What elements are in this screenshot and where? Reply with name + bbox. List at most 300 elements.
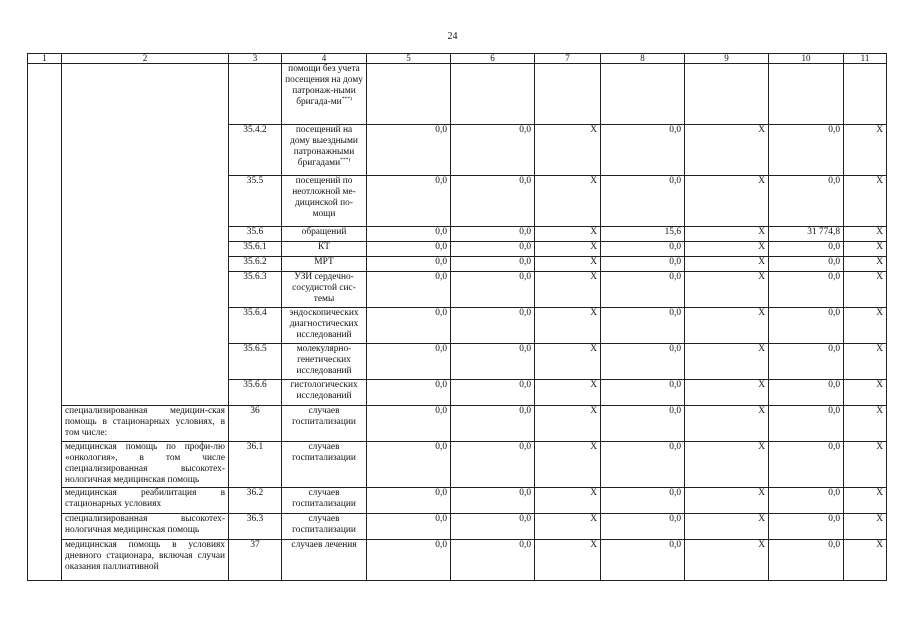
cell-text: случаев госпитализации	[292, 442, 356, 463]
row-index-cell	[28, 442, 62, 488]
row-name-cell	[62, 125, 229, 176]
column-header: 7	[535, 54, 601, 64]
x-mark-cell	[685, 125, 769, 176]
cell-text: 0,0	[435, 488, 447, 498]
data-table	[27, 53, 887, 581]
column-header: 6	[451, 54, 535, 64]
cell-text: 0,0	[669, 257, 681, 267]
x-mark-cell	[535, 540, 601, 581]
value-cell	[601, 308, 685, 344]
x-mark-cell	[535, 227, 601, 242]
x-mark-cell	[685, 257, 769, 272]
row-unit-cell	[282, 514, 367, 540]
footnote-mark: ***)	[341, 96, 352, 102]
cell-text: 0,0	[828, 125, 840, 135]
cell-text: помощи без учета посещения на дому патронаж-ными бригада-ми	[285, 64, 363, 107]
x-mark-cell	[535, 176, 601, 227]
row-name-cell	[62, 488, 229, 514]
cell-text: Х	[758, 242, 765, 252]
row-unit-cell	[282, 344, 367, 380]
row-name-cell	[62, 540, 229, 581]
value-cell	[769, 227, 844, 242]
x-mark-cell	[685, 344, 769, 380]
row-unit-cell	[282, 308, 367, 344]
value-cell	[367, 257, 451, 272]
x-mark-cell	[844, 488, 887, 514]
value-cell	[451, 308, 535, 344]
row-code-cell	[229, 227, 282, 242]
cell-text: 35.6.2	[243, 257, 267, 267]
cell-text: 0,0	[519, 540, 531, 550]
cell-text: Х	[758, 540, 765, 550]
cell-text: Х	[590, 488, 597, 498]
value-cell	[601, 344, 685, 380]
row-name-cell	[62, 64, 229, 125]
cell-text: 0,0	[669, 442, 681, 452]
value-cell	[451, 125, 535, 176]
cell-text: гистологических исследований	[290, 380, 358, 401]
row-code-cell	[229, 176, 282, 227]
cell-text: специализированная высокотех-нологичная медицинская помощь	[65, 514, 225, 535]
header-row	[28, 54, 887, 64]
value-cell	[451, 514, 535, 540]
value-cell	[769, 344, 844, 380]
row-unit-cell	[282, 64, 367, 125]
x-mark-cell	[535, 308, 601, 344]
cell-text: Х	[876, 125, 883, 135]
value-cell	[769, 272, 844, 308]
cell-text: случаев лечения	[291, 540, 357, 550]
row-index-cell	[28, 514, 62, 540]
cell-text: 0,0	[435, 242, 447, 252]
column-header: 2	[62, 54, 229, 64]
cell-text: МРТ	[314, 257, 334, 267]
x-mark-cell	[685, 64, 769, 125]
row-unit-cell	[282, 272, 367, 308]
value-cell	[601, 176, 685, 227]
row-unit-cell	[282, 380, 367, 406]
cell-text: 35.6.5	[243, 344, 267, 354]
cell-text: 31 774,8	[807, 227, 840, 237]
x-mark-cell	[535, 272, 601, 308]
value-cell	[367, 227, 451, 242]
cell-text: 0,0	[435, 176, 447, 186]
value-cell	[601, 257, 685, 272]
row-unit-cell	[282, 227, 367, 242]
x-mark-cell	[844, 176, 887, 227]
value-cell	[367, 272, 451, 308]
cell-text: медицинская помощь по профи-лю «онкология», в том числе специализированная высокотех-нологичная медицинская помощь	[65, 442, 225, 485]
value-cell	[601, 406, 685, 442]
cell-text: 0,0	[828, 308, 840, 318]
value-cell	[451, 272, 535, 308]
row-name-cell	[62, 242, 229, 257]
value-cell	[601, 64, 685, 125]
cell-text: 0,0	[519, 308, 531, 318]
cell-text: 0,0	[828, 540, 840, 550]
table-row	[28, 257, 887, 272]
row-index-cell	[28, 380, 62, 406]
cell-text: Х	[758, 227, 765, 237]
value-cell	[769, 176, 844, 227]
row-index-cell	[28, 308, 62, 344]
value-cell	[601, 380, 685, 406]
cell-text: 0,0	[828, 272, 840, 282]
cell-text: Х	[758, 272, 765, 282]
cell-text: 35.6	[246, 227, 264, 237]
value-cell	[769, 442, 844, 488]
row-code-cell	[229, 488, 282, 514]
cell-text: Х	[876, 272, 883, 282]
cell-text: 0,0	[435, 308, 447, 318]
x-mark-cell	[535, 406, 601, 442]
x-mark-cell	[844, 272, 887, 308]
row-index-cell	[28, 540, 62, 581]
x-mark-cell	[535, 257, 601, 272]
value-cell	[769, 308, 844, 344]
row-unit-cell	[282, 406, 367, 442]
cell-text: 35.6.4	[243, 308, 267, 318]
value-cell	[601, 488, 685, 514]
cell-text: 0,0	[669, 242, 681, 252]
footnote-mark: ***)	[340, 157, 351, 163]
cell-text: 0,0	[828, 344, 840, 354]
table-row	[28, 514, 887, 540]
cell-text: 0,0	[435, 344, 447, 354]
x-mark-cell	[685, 488, 769, 514]
cell-text: Х	[758, 308, 765, 318]
x-mark-cell	[844, 308, 887, 344]
cell-text: Х	[758, 406, 765, 416]
value-cell	[451, 442, 535, 488]
cell-text: Х	[590, 308, 597, 318]
row-unit-cell	[282, 125, 367, 176]
cell-text: медицинская реабилитация в стационарных условиях	[65, 488, 225, 509]
cell-text: Х	[590, 227, 597, 237]
table-row	[28, 540, 887, 581]
value-cell	[451, 242, 535, 257]
row-index-cell	[28, 272, 62, 308]
value-cell	[451, 488, 535, 514]
column-header: 10	[769, 54, 844, 64]
value-cell	[769, 125, 844, 176]
row-code-cell	[229, 514, 282, 540]
row-code-cell	[229, 272, 282, 308]
table-row	[28, 488, 887, 514]
cell-text: Х	[590, 406, 597, 416]
cell-text: эндоскопических диагностических исследований	[289, 308, 359, 340]
x-mark-cell	[844, 514, 887, 540]
cell-text: 0,0	[519, 380, 531, 390]
x-mark-cell	[685, 540, 769, 581]
value-cell	[367, 514, 451, 540]
cell-text: Х	[590, 344, 597, 354]
x-mark-cell	[535, 514, 601, 540]
row-unit-cell	[282, 442, 367, 488]
cell-text: 0,0	[435, 227, 447, 237]
value-cell	[769, 64, 844, 125]
cell-text: Х	[758, 442, 765, 452]
column-header: 9	[685, 54, 769, 64]
cell-text: Х	[876, 176, 883, 186]
cell-text: КТ	[318, 242, 330, 252]
column-header: 3	[229, 54, 282, 64]
row-unit-cell	[282, 242, 367, 257]
column-header: 1	[28, 54, 62, 64]
cell-text: 0,0	[828, 242, 840, 252]
value-cell	[451, 380, 535, 406]
cell-text: Х	[590, 540, 597, 550]
cell-text: 0,0	[669, 176, 681, 186]
cell-text: 0,0	[828, 380, 840, 390]
cell-text: 0,0	[669, 540, 681, 550]
table-row	[28, 227, 887, 242]
cell-text: 35.5	[246, 176, 264, 186]
table-row	[28, 64, 887, 125]
cell-text: 36.2	[246, 488, 264, 498]
cell-text: 0,0	[435, 380, 447, 390]
value-cell	[367, 406, 451, 442]
x-mark-cell	[685, 380, 769, 406]
value-cell	[367, 125, 451, 176]
cell-text: 0,0	[435, 514, 447, 524]
cell-text: Х	[876, 380, 883, 390]
table-row	[28, 442, 887, 488]
cell-text: 0,0	[669, 488, 681, 498]
value-cell	[451, 176, 535, 227]
cell-text: 0,0	[828, 442, 840, 452]
cell-text: посещений на дому выездными патронажными бригадами	[290, 125, 358, 168]
value-cell	[601, 540, 685, 581]
value-cell	[601, 125, 685, 176]
cell-text: 0,0	[519, 125, 531, 135]
table-row	[28, 125, 887, 176]
cell-text: Х	[758, 380, 765, 390]
x-mark-cell	[535, 242, 601, 257]
cell-text: 0,0	[435, 442, 447, 452]
table-row	[28, 308, 887, 344]
x-mark-cell	[685, 227, 769, 242]
value-cell	[601, 227, 685, 242]
cell-text: 0,0	[435, 257, 447, 267]
cell-text: Х	[876, 406, 883, 416]
value-cell	[367, 308, 451, 344]
value-cell	[367, 242, 451, 257]
value-cell	[601, 514, 685, 540]
cell-text: УЗИ сердечно-сосудистой сис-темы	[292, 272, 356, 304]
x-mark-cell	[844, 406, 887, 442]
row-name-cell	[62, 227, 229, 242]
x-mark-cell	[844, 227, 887, 242]
cell-text: Х	[590, 257, 597, 267]
row-index-cell	[28, 227, 62, 242]
cell-text: 0,0	[435, 272, 447, 282]
column-header: 8	[601, 54, 685, 64]
row-name-cell	[62, 380, 229, 406]
cell-text: посещений по неотложной ме-дицинской по-мощи	[292, 176, 356, 219]
cell-text: 36.3	[246, 514, 264, 524]
x-mark-cell	[535, 380, 601, 406]
cell-text: 0,0	[519, 176, 531, 186]
cell-text: медицинская помощь в условиях дневного стационара, включая случаи оказания паллиативной	[65, 540, 225, 572]
cell-text: 36	[250, 406, 260, 416]
value-cell	[769, 406, 844, 442]
value-cell	[367, 442, 451, 488]
cell-text: 0,0	[519, 227, 531, 237]
x-mark-cell	[685, 308, 769, 344]
value-cell	[367, 344, 451, 380]
cell-text: 0,0	[828, 406, 840, 416]
row-index-cell	[28, 242, 62, 257]
value-cell	[769, 540, 844, 581]
cell-text: Х	[876, 308, 883, 318]
cell-text: 0,0	[519, 514, 531, 524]
cell-text: 0,0	[828, 176, 840, 186]
cell-text: Х	[590, 125, 597, 135]
row-code-cell	[229, 380, 282, 406]
x-mark-cell	[844, 442, 887, 488]
row-index-cell	[28, 406, 62, 442]
cell-text: 0,0	[519, 272, 531, 282]
value-cell	[769, 257, 844, 272]
cell-text: 0,0	[519, 257, 531, 267]
cell-text: Х	[876, 257, 883, 267]
row-code-cell	[229, 344, 282, 380]
value-cell	[451, 540, 535, 581]
table-row	[28, 380, 887, 406]
cell-text: 0,0	[519, 442, 531, 452]
cell-text: молекулярно-генетических исследований	[296, 344, 352, 376]
row-name-cell	[62, 442, 229, 488]
row-index-cell	[28, 125, 62, 176]
cell-text: 15,6	[664, 227, 681, 237]
cell-text: Х	[590, 272, 597, 282]
value-cell	[601, 442, 685, 488]
value-cell	[451, 227, 535, 242]
x-mark-cell	[685, 442, 769, 488]
cell-text: Х	[590, 242, 597, 252]
cell-text: Х	[590, 442, 597, 452]
x-mark-cell	[685, 176, 769, 227]
row-name-cell	[62, 176, 229, 227]
cell-text: Х	[876, 227, 883, 237]
value-cell	[451, 406, 535, 442]
cell-text: случаев госпитализации	[292, 406, 356, 427]
row-name-cell	[62, 344, 229, 380]
x-mark-cell	[535, 64, 601, 125]
cell-text: специализированная медицин-ская помощь в стационарных условиях, в том числе:	[65, 406, 225, 438]
row-index-cell	[28, 176, 62, 227]
cell-text: случаев госпитализации	[292, 488, 356, 509]
cell-text: Х	[590, 176, 597, 186]
cell-text: обращений	[301, 227, 347, 237]
value-cell	[769, 242, 844, 257]
cell-text: 0,0	[519, 242, 531, 252]
cell-text: 0,0	[669, 344, 681, 354]
row-name-cell	[62, 308, 229, 344]
value-cell	[367, 488, 451, 514]
cell-text: 0,0	[435, 406, 447, 416]
value-cell	[601, 272, 685, 308]
cell-text: Х	[876, 488, 883, 498]
x-mark-cell	[685, 242, 769, 257]
cell-text: 0,0	[828, 257, 840, 267]
cell-text: 0,0	[828, 488, 840, 498]
x-mark-cell	[685, 272, 769, 308]
cell-text: 0,0	[669, 308, 681, 318]
value-cell	[367, 64, 451, 125]
x-mark-cell	[535, 344, 601, 380]
row-code-cell	[229, 308, 282, 344]
row-unit-cell	[282, 488, 367, 514]
row-unit-cell	[282, 176, 367, 227]
value-cell	[451, 64, 535, 125]
row-name-cell	[62, 514, 229, 540]
row-code-cell	[229, 257, 282, 272]
table-row	[28, 344, 887, 380]
table-row	[28, 406, 887, 442]
cell-text: 36.1	[246, 442, 264, 452]
cell-text: случаев госпитализации	[292, 514, 356, 535]
cell-text: Х	[876, 344, 883, 354]
row-code-cell	[229, 64, 282, 125]
value-cell	[451, 344, 535, 380]
row-index-cell	[28, 488, 62, 514]
cell-text: Х	[758, 257, 765, 267]
value-cell	[367, 380, 451, 406]
x-mark-cell	[844, 64, 887, 125]
x-mark-cell	[535, 442, 601, 488]
row-index-cell	[28, 344, 62, 380]
row-unit-cell	[282, 257, 367, 272]
row-name-cell	[62, 406, 229, 442]
cell-text: Х	[758, 488, 765, 498]
cell-text: 0,0	[669, 125, 681, 135]
cell-text: Х	[758, 125, 765, 135]
table-row	[28, 242, 887, 257]
value-cell	[367, 540, 451, 581]
value-cell	[769, 514, 844, 540]
column-header: 5	[367, 54, 451, 64]
x-mark-cell	[535, 488, 601, 514]
row-name-cell	[62, 272, 229, 308]
cell-text: 0,0	[669, 406, 681, 416]
page-number: 24	[447, 31, 458, 42]
cell-text: 0,0	[669, 514, 681, 524]
x-mark-cell	[844, 540, 887, 581]
x-mark-cell	[685, 514, 769, 540]
value-cell	[451, 257, 535, 272]
cell-text: 0,0	[519, 344, 531, 354]
cell-text: 0,0	[669, 380, 681, 390]
row-index-cell	[28, 257, 62, 272]
table-row	[28, 176, 887, 227]
column-header: 4	[282, 54, 367, 64]
cell-text: Х	[876, 242, 883, 252]
row-index-cell	[28, 64, 62, 125]
cell-text: 37	[250, 540, 260, 550]
row-code-cell	[229, 242, 282, 257]
row-unit-cell	[282, 540, 367, 581]
cell-text: 0,0	[519, 488, 531, 498]
cell-text: 35.6.1	[243, 242, 267, 252]
cell-text: Х	[876, 540, 883, 550]
cell-text: Х	[590, 380, 597, 390]
x-mark-cell	[844, 344, 887, 380]
column-header: 11	[844, 54, 887, 64]
cell-text: 35.6.6	[243, 380, 267, 390]
cell-text: Х	[590, 514, 597, 524]
